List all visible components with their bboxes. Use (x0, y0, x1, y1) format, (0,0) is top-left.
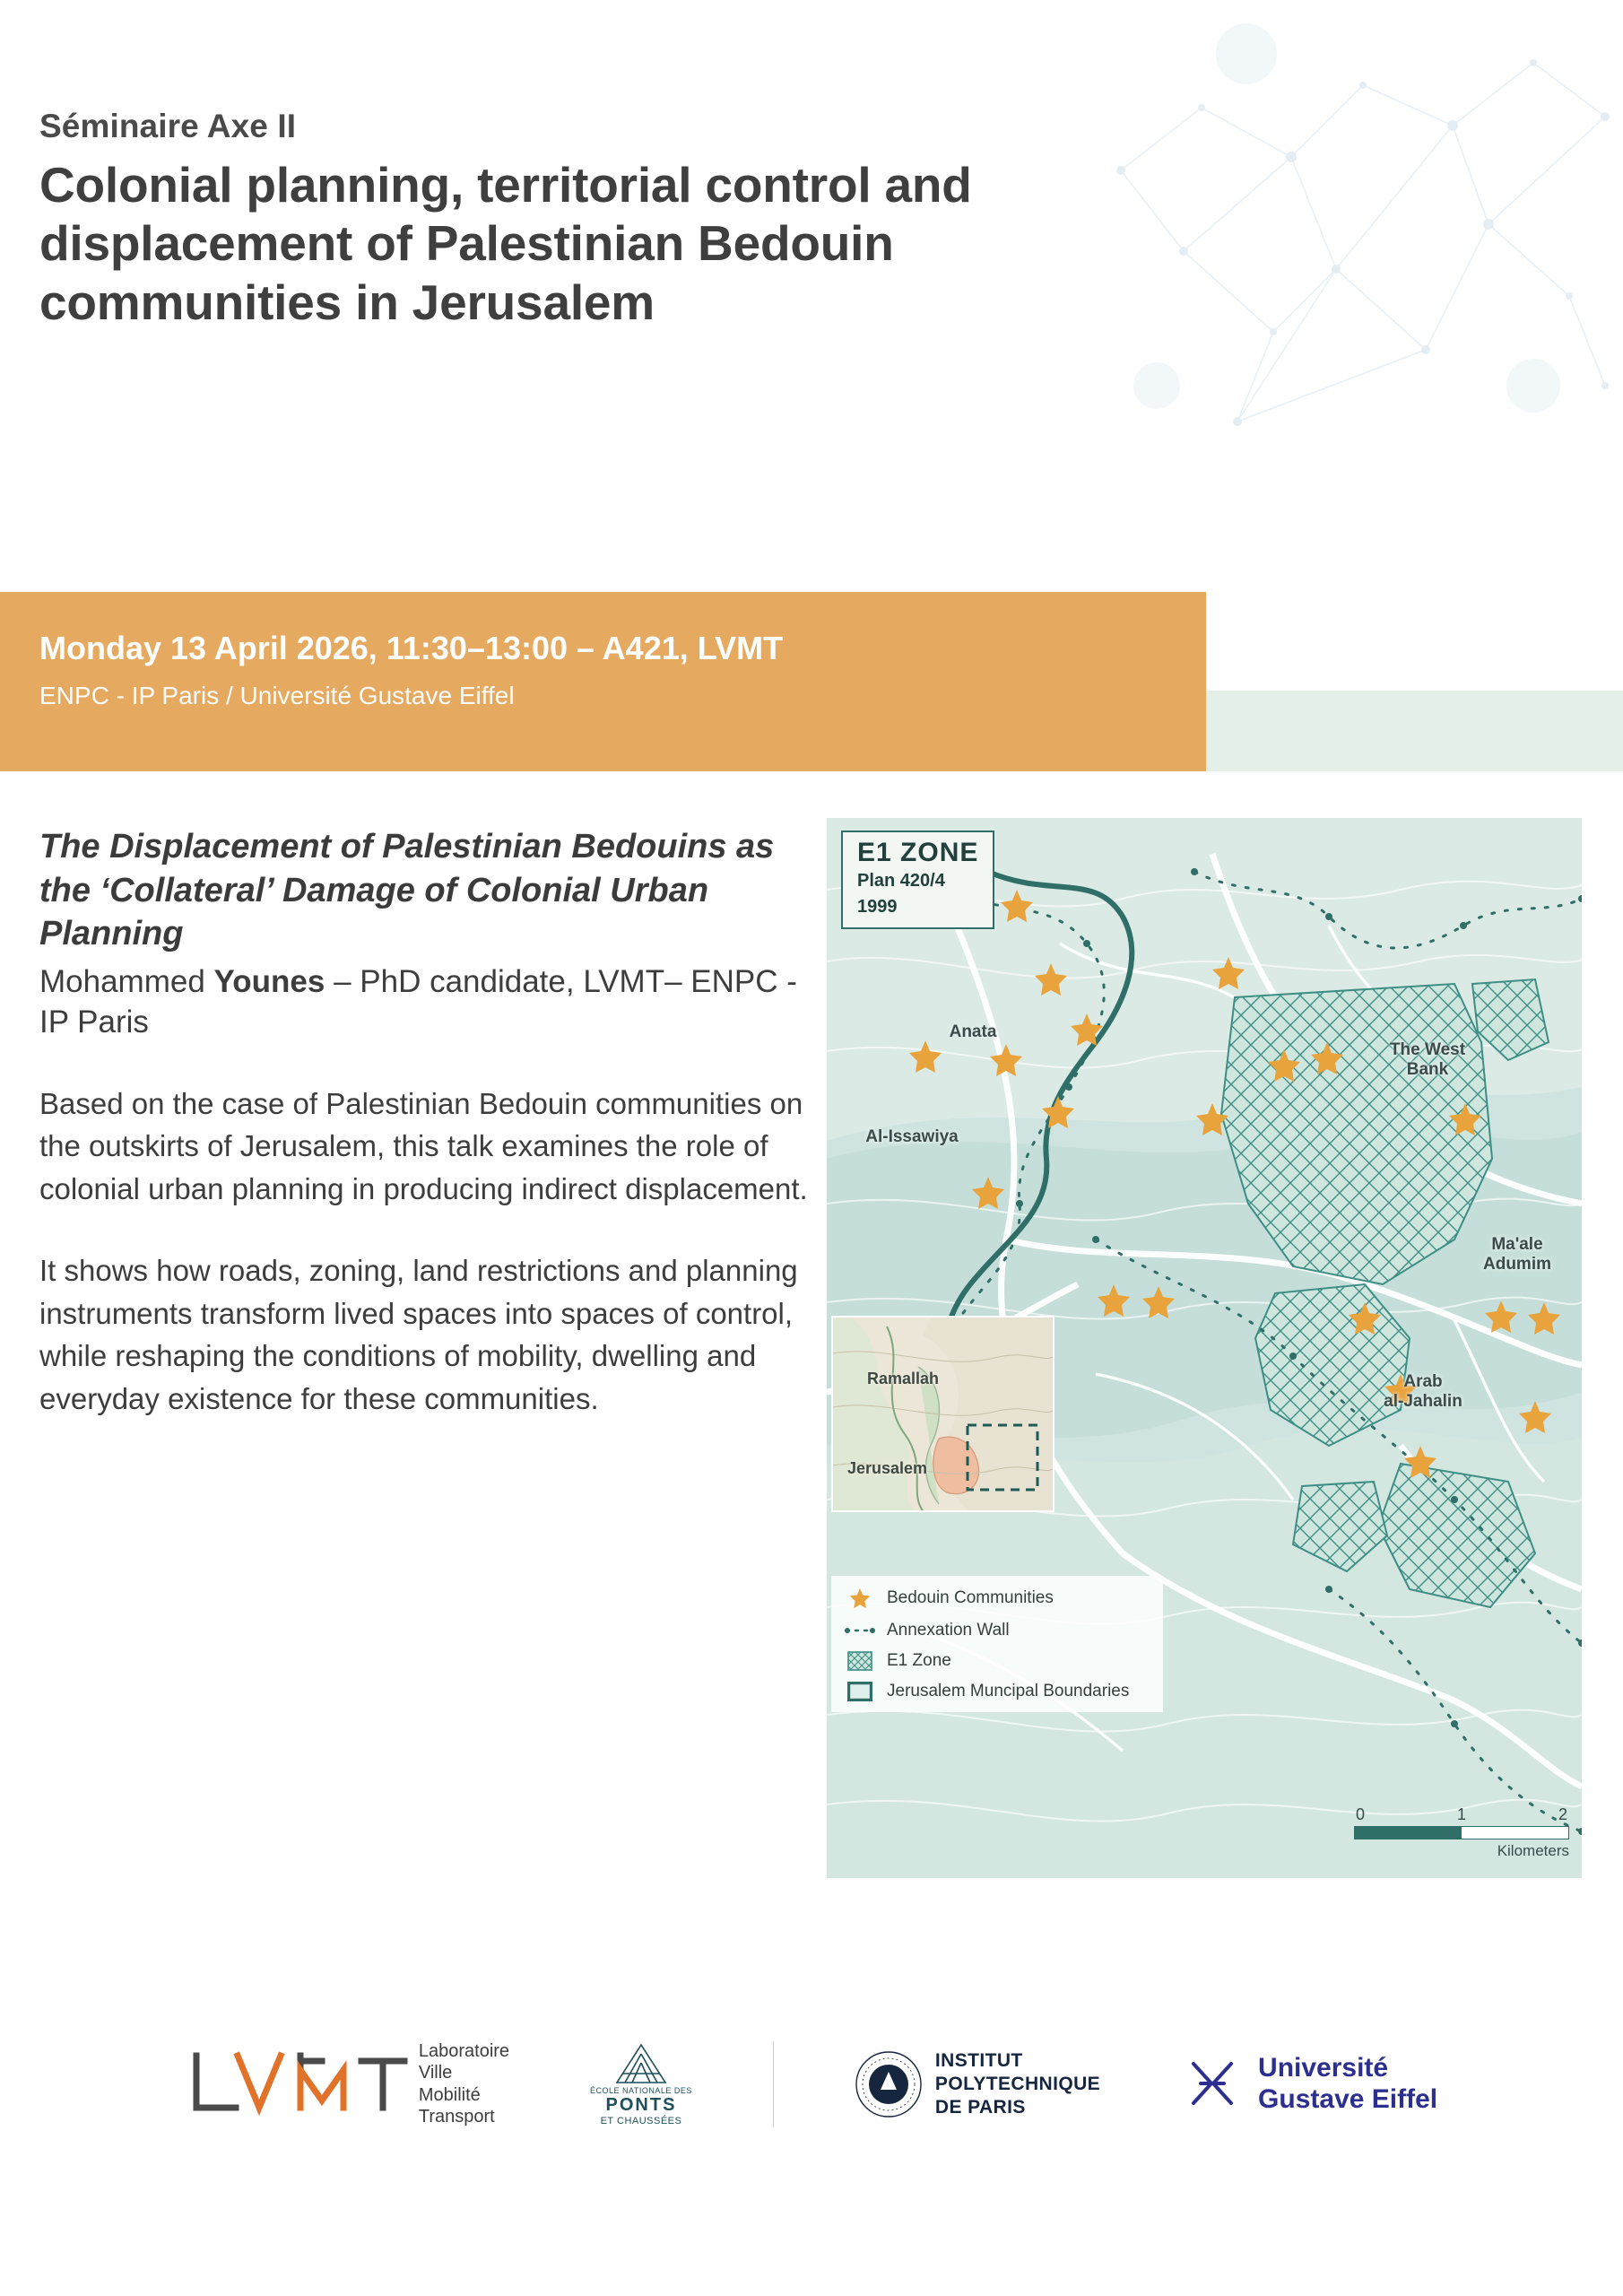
map-label-maale-adumim: Ma'ale Adumim (1483, 1235, 1551, 1274)
lvmt-line-4: Transport (418, 2107, 495, 2127)
speaker-affiliation: – PhD candidate, LVMT– ENPC - IP Paris (39, 963, 797, 1040)
talk-title: The Displacement of Palestinian Bedouins as the ‘Collateral’ Damage of Colonial Urban Planning (39, 828, 775, 953)
lvmt-subtitle (419, 2040, 509, 2128)
map-scalebar (1354, 1805, 1569, 1860)
map-legend (831, 1576, 1163, 1712)
dashed-line-icon (844, 1624, 876, 1637)
ponts-bridge-icon (608, 2041, 674, 2086)
map-label-al-issawiya: Al-Issawiya (865, 1127, 959, 1146)
abstract-paragraph-1: Based on the case of Palestinian Bedouin communities on the outskirts of Jerusalem, this talk examines the role of colonial urban planning in producing indirect displacement. (39, 1086, 808, 1205)
outline-square-icon (844, 1682, 876, 1701)
ponts-top-text: ÉCOLE NATIONALE DES (590, 2086, 692, 2096)
map-label-the-west-bank: The West Bank (1389, 1040, 1466, 1079)
map-inset (831, 1316, 1055, 1512)
uge-line-1: Université (1258, 2053, 1389, 2083)
date-band (0, 592, 1206, 771)
scalebar-bar (1354, 1826, 1569, 1839)
e1-zone-title: E1 ZONE (857, 838, 979, 867)
abstract-paragraph-2: It shows how roads, zoning, land restrictions and planning instruments transform lived spaces into spaces of control, while reshaping the conditions of mobility, dwelling and everyday existence for these communities. (39, 1254, 798, 1415)
institut-polytechnique-de-paris-logo (855, 2049, 1100, 2118)
map-figure (827, 818, 1582, 1878)
map-inset-label-ramallah: Ramallah (867, 1370, 940, 1387)
speaker-line (39, 961, 820, 1043)
map-label-anata: Anata (949, 1022, 997, 1041)
scalebar-tick-2: 2 (1558, 1805, 1567, 1823)
main-content (39, 825, 820, 1420)
network-decoration-graphic (1067, 0, 1623, 502)
hatch-square-icon (844, 1651, 876, 1671)
e1-zone-plan: Plan 420/4 (857, 871, 945, 891)
header (0, 0, 1623, 592)
legend-row-wall (844, 1621, 1154, 1640)
ipp-line-2: POLYTECHNIQUE (934, 2073, 1101, 2094)
scalebar-ticks (1354, 1805, 1569, 1824)
ponts-wordmark: PONTS (605, 2095, 677, 2116)
lvmt-wordmark-icon (186, 2043, 410, 2126)
scalebar-unit: Kilometers (1497, 1842, 1569, 1859)
legend-label-wall: Annexation Wall (887, 1621, 1010, 1639)
logo-divider (773, 2041, 774, 2127)
scalebar-tick-1: 1 (1456, 1805, 1466, 1823)
seminar-kicker: Séminaire Axe II (39, 108, 297, 144)
lvmt-line-1: Laboratoire (418, 2041, 510, 2061)
legend-label-e1: E1 Zone (887, 1651, 951, 1670)
legend-label-municipal: Jerusalem Muncipal Boundaries (887, 1682, 1130, 1700)
ipp-line-3: DE PARIS (934, 2096, 1026, 2118)
legend-row-e1 (844, 1651, 1154, 1671)
scalebar-tick-0: 0 (1356, 1805, 1366, 1823)
page-title: Colonial planning, territorial control and displacement of Palestinian Bedouin communities in Jerusalem (39, 157, 972, 330)
ponts-bottom-text: ET CHAUSSÉES (600, 2116, 682, 2127)
ip-paris-seal-icon (855, 2050, 923, 2118)
event-institutions: ENPC - IP Paris / Université Gustave Eiffel (39, 682, 515, 709)
lvmt-line-3: Mobilité (418, 2084, 481, 2105)
logo-row (0, 2040, 1623, 2128)
e1-zone-year: 1999 (857, 897, 898, 917)
legend-row-bedouin (844, 1587, 1154, 1610)
legend-row-municipal (844, 1682, 1154, 1701)
header-text-block (39, 108, 1026, 332)
footer (0, 1946, 1623, 2296)
star-icon (844, 1587, 876, 1610)
speaker-lastname: Younes (213, 963, 325, 999)
ip-paris-wordmark (935, 2049, 1100, 2118)
gustave-eiffel-mark-icon (1181, 2053, 1244, 2116)
ponts-logo (590, 2041, 692, 2126)
map-inset-graphic (833, 1318, 1053, 1510)
body-background-panel-top (1206, 691, 1623, 771)
ipp-line-1: INSTITUT (934, 2050, 1023, 2072)
event-datetime-location: Monday 13 April 2026, 11:30–13:00 – A421, LVMT (39, 630, 784, 666)
e1-zone-callout (841, 831, 994, 929)
lvmt-logo (186, 2040, 509, 2128)
uge-line-2: Gustave Eiffel (1258, 2083, 1438, 2114)
universite-gustave-eiffel-logo (1181, 2053, 1437, 2116)
map-inset-label-jerusalem: Jerusalem (847, 1459, 928, 1477)
map-label-arab-al-jahalin: Arab al-Jahalin (1384, 1372, 1462, 1411)
speaker-firstname: Mohammed (39, 963, 214, 999)
gustave-eiffel-wordmark (1258, 2053, 1437, 2115)
legend-label-bedouin: Bedouin Communities (887, 1588, 1054, 1607)
lvmt-line-2: Ville (418, 2063, 453, 2083)
